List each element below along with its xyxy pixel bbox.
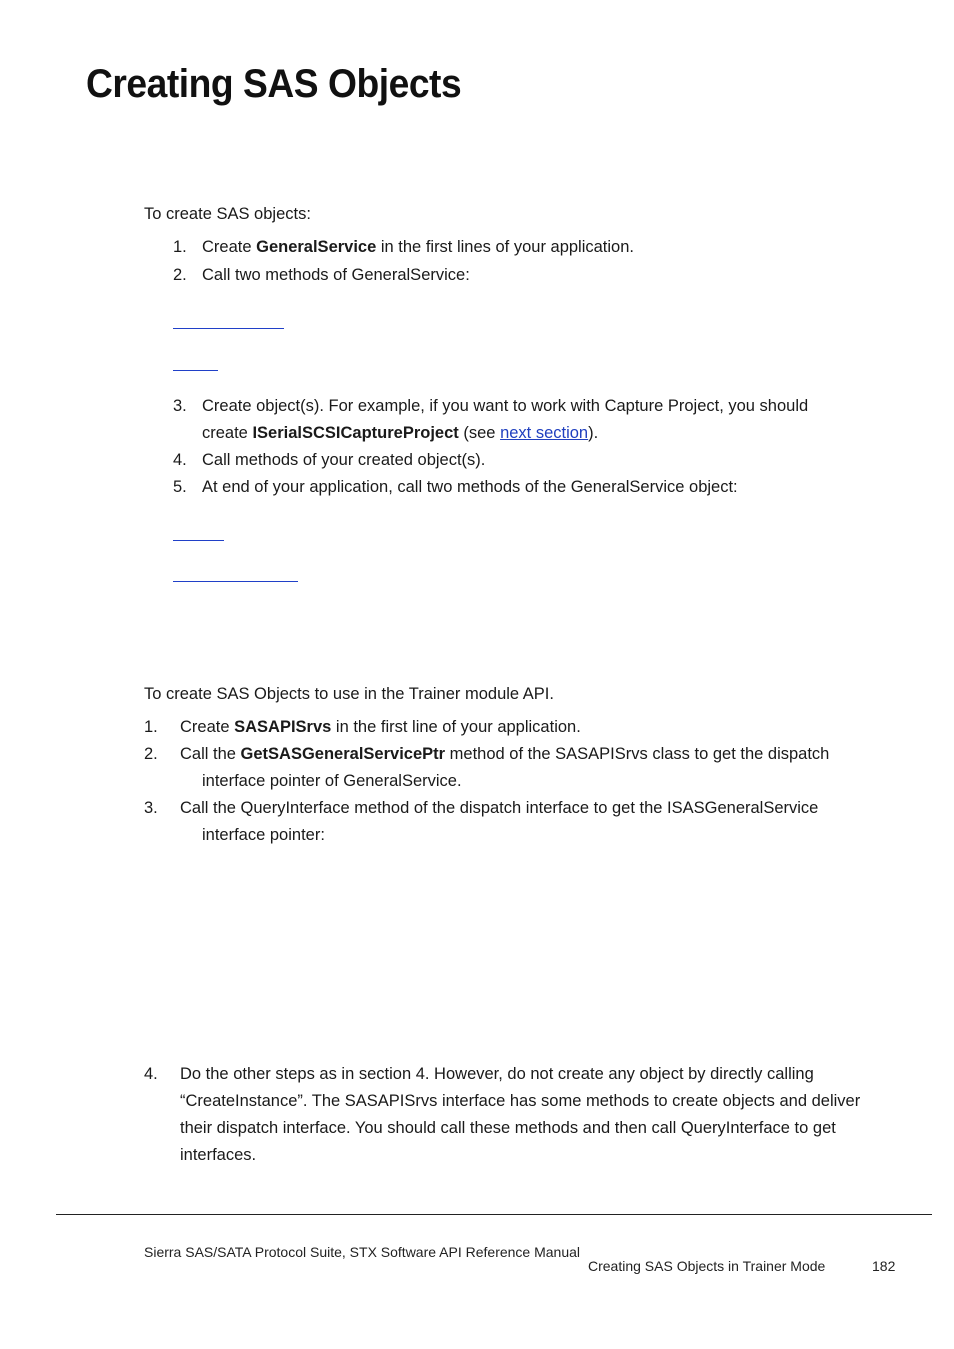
section1-step3-number: 3. [173,397,187,415]
section2-intro: To create SAS Objects to use in the Trainer module API. [144,685,554,703]
section2-step4-line3: their dispatch interface. You should call these methods and then call QueryInterface to get [180,1119,836,1137]
section2-step3-line1: Call the QueryInterface method of the dispatch interface to get the ISASGeneralService [180,799,819,817]
section1-step5: At end of your application, call two methods of the GeneralService object: [202,478,738,496]
section2-step2-pre: Call the [180,745,241,763]
section2-step4-line1: Do the other steps as in section 4. However, do not create any object by directly calling [180,1065,814,1083]
section2-step1-number: 1. [144,718,158,736]
section1-step2: Call two methods of GeneralService: [202,266,470,284]
section1-step3-line1: Create object(s). For example, if you want to work with Capture Project, you should [202,397,809,415]
section2-step1-pre: Create [180,718,235,736]
footer-rule [56,1214,932,1215]
page-title: Creating SAS Objects [86,62,462,106]
section1-step1-pre: Create [202,238,257,256]
section1-step3-line2-mid: (see [458,424,501,442]
footer-chapter-title: Creating SAS Objects in Trainer Mode [588,1258,826,1274]
section2-step4-line4: interfaces. [180,1146,257,1164]
section1-step3-line2-bold: ISerialSCSICaptureProject [252,424,459,442]
section1-step4: Call methods of your created object(s). [202,451,486,469]
section2-step1-bold: SASAPISrvs [234,718,332,736]
section1-step1-post: in the first lines of your application. [376,238,634,256]
section1-step2-number: 2. [173,266,187,284]
section1-step4-number: 4. [173,451,187,469]
section1-step3-line2-post: ). [588,424,599,442]
section1-step1-number: 1. [173,238,187,256]
section1-step1 [202,236,634,258]
section1-step5-number: 5. [173,478,187,496]
footer-manual-title: Sierra SAS/SATA Protocol Suite, STX Software API Reference Manual [144,1244,581,1260]
section1-step3-line2 [202,422,598,444]
section2-step2-line1 [180,743,829,765]
next-section-link[interactable]: next section [500,424,589,442]
link-underline-1[interactable] [173,328,284,329]
section1-step3-line2-pre: create [202,424,253,442]
link-underline-2[interactable] [173,370,218,371]
section2-step3-line2: interface pointer: [202,826,325,844]
section2-step3-number: 3. [144,799,158,817]
section2-step4-line2: “CreateInstance”. The SASAPISrvs interface has some methods to create objects and deliver [180,1092,861,1110]
section1-intro: To create SAS objects: [144,205,311,223]
section2-step2-line2: interface pointer of GeneralService. [202,772,462,790]
section2-step4-number: 4. [144,1065,158,1083]
section2-step1-post: in the first line of your application. [331,718,581,736]
footer-page-number: 182 [872,1258,896,1274]
section2-step2-number: 2. [144,745,158,763]
section2-step2-bold: GetSASGeneralServicePtr [240,745,446,763]
link-underline-4[interactable] [173,581,298,582]
section2-step2-post: method of the SASAPISrvs class to get the dispatch [445,745,830,763]
section1-step1-bold: GeneralService [256,238,377,256]
link-underline-3[interactable] [173,540,224,541]
section2-step1 [180,716,581,738]
